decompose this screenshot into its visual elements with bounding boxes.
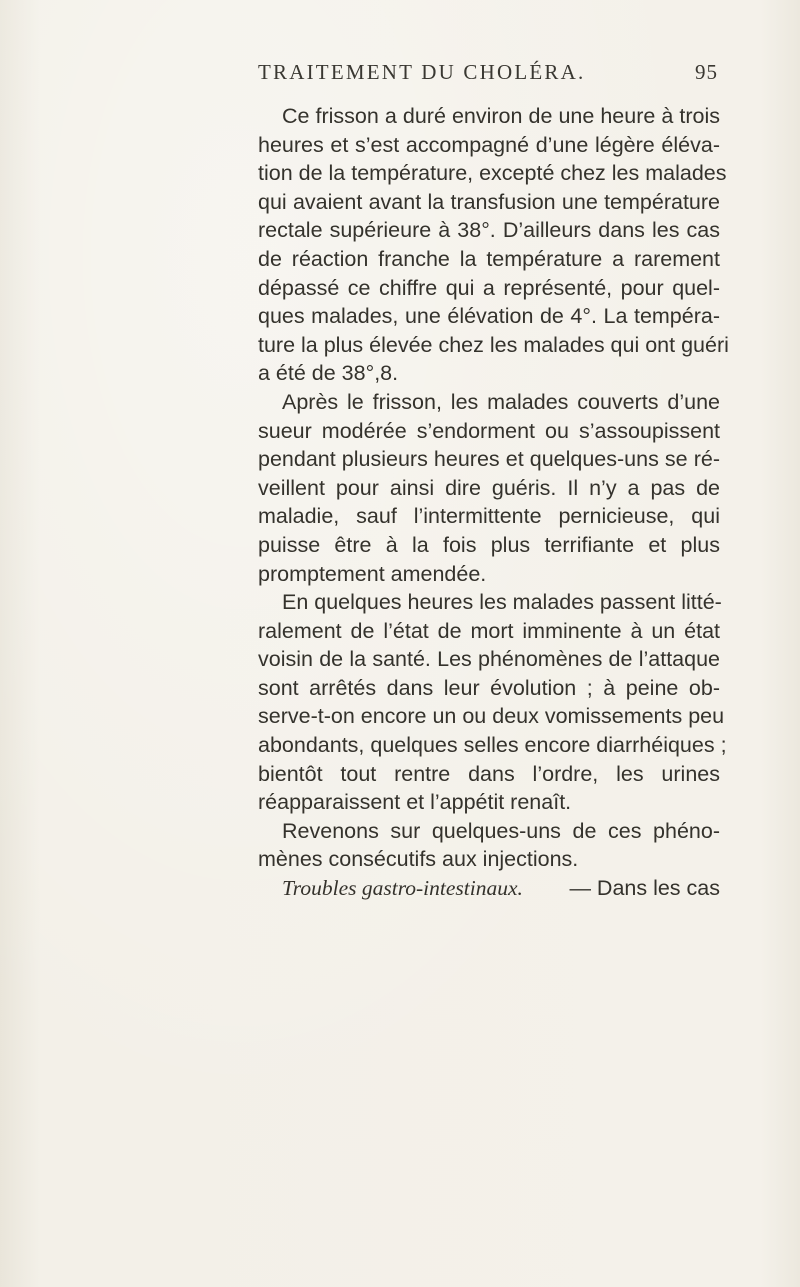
text-line: de réaction franche la température a rarement [258, 246, 720, 271]
page-number: 95 [695, 60, 718, 84]
text-line: Ce frisson a duré environ de une heure à trois [282, 104, 720, 128]
text-line-final [258, 874, 720, 903]
text-line: qui avaient avant la transfusion une température [258, 189, 720, 214]
text-line: ques malades, une élévation de 4°. La tempéra- [258, 304, 720, 329]
body-text [258, 102, 729, 903]
text-line: heures et s’est accompagné d’une légère éléva- [258, 132, 720, 157]
text-line: promptement amendée. [258, 561, 487, 586]
page-header [258, 60, 718, 90]
text-line: sueur modérée s’endorment ou s’assoupissent [258, 418, 720, 443]
text-line: bientôt tout rentre dans l’ordre, les urines [258, 761, 720, 786]
text-line: voisin de la santé. Les phénomènes de l’attaque [258, 647, 720, 672]
text-line: rectale supérieure à 38°. D’ailleurs dans les cas [258, 218, 720, 243]
final-line-continuation: — Dans les cas [569, 876, 720, 901]
text-line: ralement de l’état de mort imminente à un état [258, 618, 720, 643]
text-line: En quelques heures les malades passent litté- [282, 590, 722, 615]
text-line: pendant plusieurs heures et quelques-uns se ré- [258, 447, 720, 472]
text-line: serve-t-on encore un ou deux vomissements peu [258, 704, 725, 729]
text-line: abondants, quelques selles encore diarrhéiques ; [258, 733, 727, 758]
text-line: a été de 38°,8. [258, 361, 399, 386]
running-title: TRAITEMENT DU CHOLÉRA. [258, 60, 586, 84]
text-line: mènes consécutifs aux injections. [258, 847, 579, 872]
text-line: dépassé ce chiffre qui a représenté, pour quel- [258, 275, 720, 300]
text-line: Revenons sur quelques-uns de ces phéno- [282, 818, 720, 843]
text-line: réapparaissent et l’appétit renaît. [258, 790, 572, 815]
section-heading-italic: Troubles gastro-intestinaux. [282, 876, 523, 901]
text-line: tion de la température, excepté chez les malades [258, 161, 727, 186]
text-line: puisse être à la fois plus terrifiante et plus [258, 532, 720, 557]
text-line: ture la plus élevée chez les malades qui ont guéri [258, 332, 729, 357]
text-line: Après le frisson, les malades couverts d’une [282, 389, 720, 414]
text-line: maladie, sauf l’intermittente pernicieuse, qui [258, 504, 720, 529]
text-line: veillent pour ainsi dire guéris. Il n’y a pas de [258, 475, 720, 500]
text-line: sont arrêtés dans leur évolution ; à peine ob- [258, 675, 720, 700]
